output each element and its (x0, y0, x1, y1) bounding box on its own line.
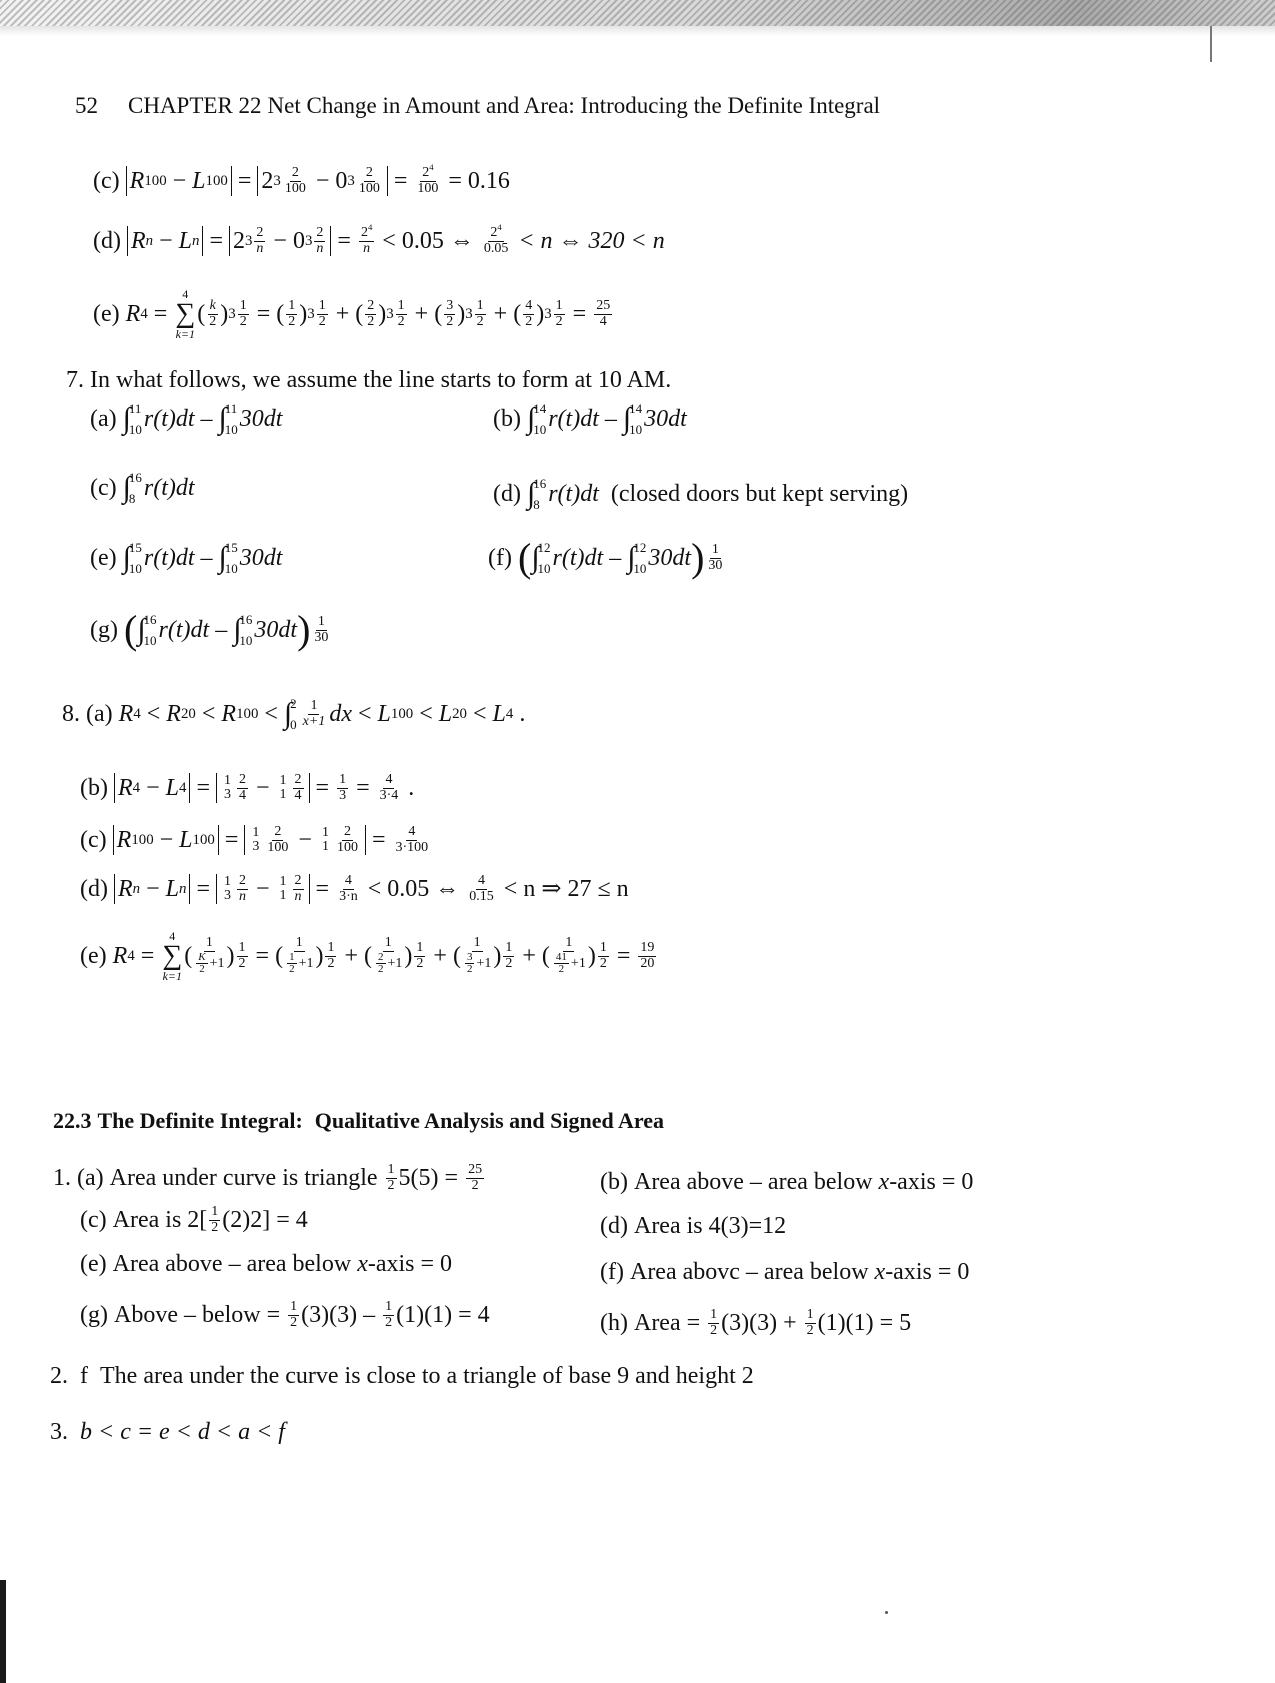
section-subtitle: Qualitative Analysis and Signed Area (314, 1108, 665, 1133)
prob7-c: (c) ∫ 16 8 r(t)dt (90, 470, 195, 506)
integral-sign: ∫ 16 10 (233, 612, 253, 648)
abs-value: 2 3 $\frac{2}{n}$ − 0 3 $\frac{2}{n}$ (229, 226, 331, 256)
item-label: (f) (488, 544, 512, 571)
prob8-c: (c) R 100 − L 100 = 1 3 $\frac{2}{100}$ − 1 1 $\frac{2}{100}$ = $\frac{4}{3\cdot 100}$ (80, 824, 429, 855)
page-number: 52 (75, 93, 98, 118)
item-label: (d) (493, 480, 521, 507)
item-label: (d) (600, 1213, 628, 1239)
prob8-d: (d) R n − L n = 1 3 $\frac{2}{n}$ − 1 1 $\frac{2}{n}$ = $\frac{4}{3\cdot n}$ < 0.05 ⇔ $\frac{4}{0.15}$ < n ⇒ 27 ≤ n (80, 873, 629, 904)
item-label: (b) (80, 774, 108, 801)
item-label: (e) (80, 942, 107, 969)
integral-sign: ∫ 11 10 (218, 401, 238, 437)
left-paren: ( (517, 535, 532, 580)
ordering: b < c = e < d < a < f (80, 1419, 285, 1445)
item-label: 1. (a) (53, 1164, 104, 1191)
var-l: L (178, 228, 192, 255)
item-label: (a) (90, 405, 117, 432)
note: (closed doors but kept serving) (610, 480, 909, 507)
fraction: $\frac{2}{100}$ (358, 165, 380, 196)
integral-sign: ∫ 15 10 (122, 540, 142, 576)
fraction: $\frac{2^4}{n}$ (360, 221, 373, 256)
fraction: $\frac{2}{100}$ (284, 165, 306, 196)
result-fraction: $\frac{25}{4}$ (596, 297, 611, 329)
abs-value: 1 3 $\frac{2}{100}$ − 1 1 $\frac{2}{100}$ (244, 825, 366, 855)
paper-crease (1210, 26, 1212, 62)
item-label: 3. (50, 1419, 68, 1445)
prob7-f: (f) ( ∫ 12 10 r(t)dt – ∫ 12 10 30dt ) $\frac{1}{30}$ (488, 535, 723, 580)
s223-p3 (50, 1418, 285, 1447)
answer: f (80, 1363, 88, 1389)
page-header (75, 92, 880, 120)
prob6-d: (d) R n − L n = 2 3 $\frac{2}{n}$ − 0 3 $\frac{2}{n}$ = $\frac{2^4}{n}$ < 0.05 ⇔ $\frac{2^4}{0.05}$ < n ⇔ 320 < n (93, 221, 665, 256)
item-label: (c) (80, 826, 107, 853)
var-r: R (129, 168, 145, 195)
item-label: (b) (600, 1169, 628, 1195)
section-number: 22.3 (53, 1108, 92, 1133)
right-paren: ) (691, 535, 705, 580)
integral-sign: ∫ 15 10 (218, 540, 238, 576)
prob6-e: (e) R 4 = 4 ∑ k=1 ( $\frac{k}{2}$ ) 3 $\frac{1}{2}$ = ( $\frac{1}{2}$ ) 3 $\frac{1}{2}$ + ( $\frac{2}{2}$ ) 3 $\frac{1}{2}$ + ( $\frac{3}{2}$ ) 3 $\frac{1}{2}$ + ( $\frac{4}{2}$ ) 3 $\frac{1}{2}$ = $\frac{25}{4}$ (93, 287, 611, 341)
scan-shadow-band (0, 0, 1275, 26)
s223-p1-c: (c) Area is 2[ $\frac{1}{2}$ (2)2] = 4 (80, 1204, 308, 1235)
item-label: (c) (80, 1206, 107, 1233)
item-label: 8. (a) (62, 700, 113, 727)
fraction: $\frac{2^4}{0.05}$ (483, 221, 509, 256)
item-text: Area above – area below (633, 1169, 873, 1195)
integral-sign: ∫ 14 10 (526, 401, 547, 437)
abs-value: 1 3 $\frac{2}{4}$ − 1 1 $\frac{2}{4}$ (216, 773, 310, 803)
var-l: L (192, 168, 206, 195)
base: 0 (292, 228, 305, 255)
chapter-title: Net Change in Amount and Area: Introducing the Definite Integral (267, 93, 881, 118)
explanation: The area under the curve is close to a triangle of base 9 and height 2 (100, 1363, 754, 1389)
result-fraction: $\frac{19}{20}$ (640, 939, 655, 971)
integral-sign: ∫ 14 10 (622, 401, 643, 437)
section-title: The Definite Integral: (97, 1108, 303, 1133)
abs-value: 2 3 $\frac{2}{100}$ − 0 3 $\frac{2}{100}$ (257, 166, 387, 196)
base: 0 (335, 168, 348, 195)
item-label: (g) (80, 1301, 108, 1328)
prob8-a: 8. (a) R 4 < R 20 < R 100 < ∫ 2 0 $\frac{1}{x+1}$ dx < L 100 < L 20 < L 4 . (62, 696, 526, 732)
abs-value: 1 3 $\frac{2}{n}$ − 1 1 $\frac{2}{n}$ (216, 874, 310, 904)
item-label: (e) (90, 544, 117, 571)
item-label: (c) (90, 474, 117, 501)
prob8-b: (b) R 4 − L 4 = 1 3 $\frac{2}{4}$ − 1 1 $\frac{2}{4}$ = $\frac{1}{3}$ = $\frac{4}{3\cdot 4}$ . (80, 772, 415, 803)
s223-p1-f: (f) Area abovc – area below x -axis = 0 (600, 1259, 970, 1285)
item-label: (c) (93, 167, 120, 194)
item-label: (g) (90, 616, 118, 643)
prob6-c: (c) R 100 − L 100 = 2 3 $\frac{2}{100}$ − 0 3 $\frac{2}{100}$ = $\frac{2^4}{100}$ = 0.16 (93, 161, 510, 196)
summation-sign: 4 ∑ k=1 (175, 287, 196, 341)
item-text: Area under curve is triangle (109, 1164, 378, 1191)
item-label: (f) (600, 1259, 624, 1285)
integral-sign: ∫ 12 10 (627, 540, 647, 576)
item-label: (d) (80, 875, 108, 902)
integral-sign: ∫ 12 10 (531, 540, 551, 576)
item-label: (h) (600, 1309, 628, 1336)
s223-p2 (50, 1362, 754, 1391)
integral-sign: ∫ 11 10 (122, 401, 142, 437)
s223-p1-a: 1. (a) Area under curve is triangle $\frac{1}{2}$ 5(5) = $\frac{25}{2}$ (53, 1162, 483, 1193)
fraction: $\frac{2}{n}$ (316, 225, 324, 256)
intro-text: 7. In what follows, we assume the line starts to form at 10 AM. (66, 367, 672, 393)
fraction: $\frac{2}{n}$ (256, 225, 264, 256)
scan-speck (885, 1611, 888, 1614)
inequality: < 0.05 ⇔ (382, 227, 474, 254)
s223-p1-d (600, 1212, 786, 1241)
prob8-e: (e) R 4 = 4 ∑ k=1 ( 1 $\frac{K}{2}$ +1 ) $\frac{1}{2}$ = ( 1 $\frac{1}{2}$ +1 ) $\frac{1}{2}$ + ( 1 $\frac{2}{2}$ +1 ) $\frac{1}{2}$ + ( 1 $\frac{3}{2}$ +1 ) $\frac{1}{2}$ + ( 1 $\frac{41}{2}$ +1 ) $\frac{1}{2}$ = $\frac{19}{20}$ (80, 929, 655, 983)
var-r: R (130, 228, 146, 255)
section-heading (53, 1108, 664, 1134)
abs-value: R 4 − L 4 (114, 773, 190, 803)
abs-value: R 100 − L 100 (113, 825, 219, 855)
s223-p1-e: (e) Area above – area below x -axis = 0 (80, 1251, 453, 1277)
s223-p1-b: (b) Area above – area below x -axis = 0 (600, 1169, 974, 1195)
item-label: 2. (50, 1363, 68, 1389)
item-text: Area is 2[ (112, 1206, 208, 1233)
item-label: (d) (93, 227, 121, 254)
prob7-b: (b) ∫ 14 10 r(t)dt – ∫ 14 10 30dt (493, 401, 687, 437)
item-text: Area above – area below (112, 1251, 352, 1277)
fraction: $\frac{2^4}{100}$ (417, 161, 439, 196)
conclusion: < n ⇔ 320 < n (518, 227, 665, 254)
item-text: Area = (633, 1309, 701, 1336)
integral-sign: ∫ 16 8 (526, 476, 547, 512)
prob7-intro (66, 366, 671, 395)
prob7-g: (g) ( ∫ 16 10 r(t)dt – ∫ 16 10 30dt ) $\frac{1}{30}$ (90, 607, 329, 652)
item-text: Area abovc – area below (629, 1259, 869, 1285)
conclusion: < n ⇒ 27 ≤ n (503, 875, 629, 902)
base: 2 (232, 228, 245, 255)
integral-sign: ∫ 2 0 (283, 696, 297, 732)
scan-shadow-fade (0, 26, 1275, 36)
base: 2 (261, 168, 274, 195)
abs-value: R 100 − L 100 (126, 166, 232, 196)
prob7-a: (a) ∫ 11 10 r(t)dt – ∫ 11 10 30dt (90, 401, 283, 437)
left-paren: ( (123, 607, 138, 652)
item-text: Above – below = (113, 1301, 281, 1328)
s223-p1-h: (h) Area = $\frac{1}{2}$ (3)(3) + $\frac{1}{2}$ (1)(1) = 5 (600, 1307, 912, 1338)
inequality: < 0.05 ⇔ (367, 875, 460, 902)
integral-sign: ∫ 16 8 (122, 470, 142, 506)
abs-value: R n − L n (127, 226, 203, 256)
prob7-e: (e) ∫ 15 10 r(t)dt – ∫ 15 10 30dt (90, 540, 283, 576)
item-text: Area is 4(3)=12 (633, 1213, 787, 1239)
item-label: (e) (80, 1251, 107, 1277)
prob7-d: (d) ∫ 16 8 r(t)dt (closed doors but kept serving) (493, 476, 909, 512)
chapter-label: CHAPTER 22 (128, 93, 262, 118)
item-label: (e) (93, 300, 120, 327)
scan-edge (0, 1580, 6, 1683)
abs-value: R n − L n (114, 874, 190, 904)
result: 0.16 (467, 167, 510, 194)
summation-sign: 4 ∑ k=1 (162, 929, 183, 983)
integral-sign: ∫ 16 10 (137, 612, 157, 648)
right-paren: ) (297, 607, 311, 652)
s223-p1-g: (g) Above – below = $\frac{1}{2}$ (3)(3) – $\frac{1}{2}$ (1)(1) = 4 (80, 1299, 490, 1330)
var-r: R (125, 300, 141, 327)
item-label: (b) (493, 405, 521, 432)
